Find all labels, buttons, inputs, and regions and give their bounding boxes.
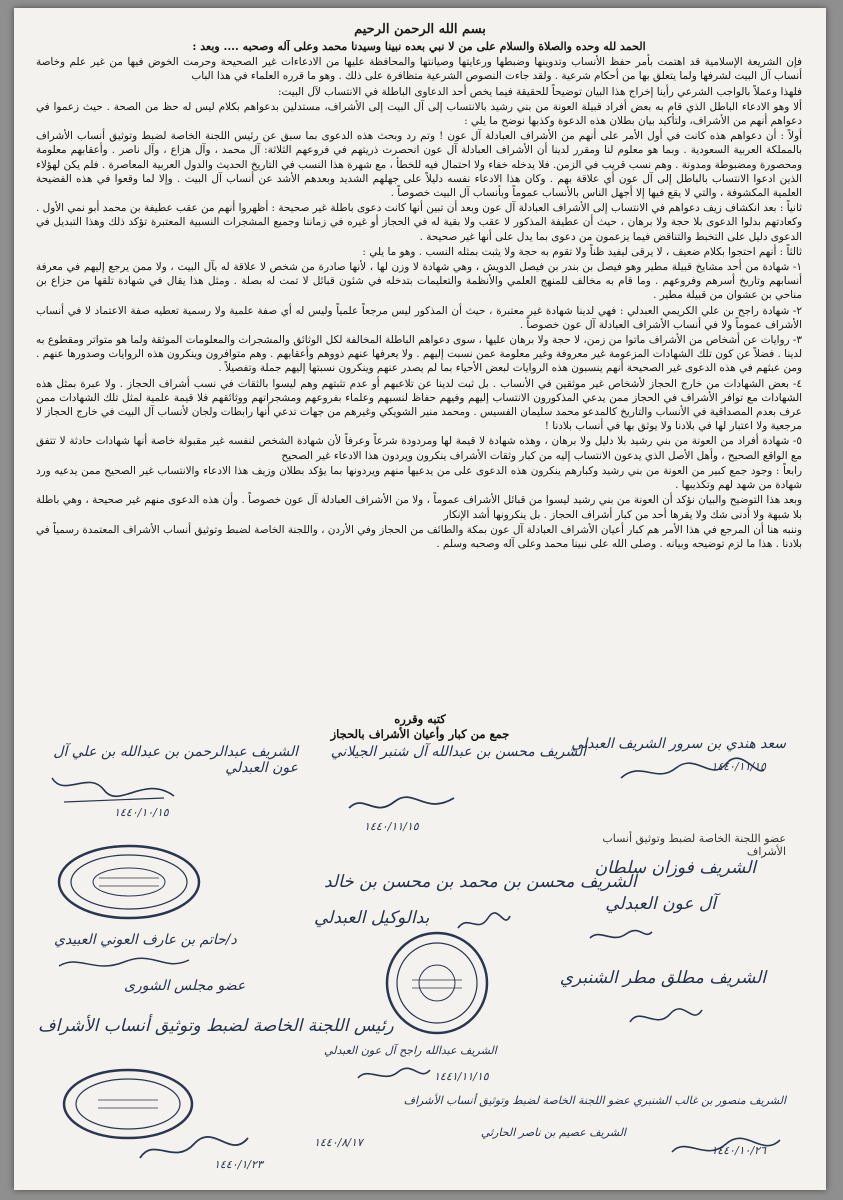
official-seal-icon <box>54 842 204 922</box>
paragraph: أولاً : أن دعواهم هذه كانت في أول الأمر على أنهم من الأشراف العبادلة آل عون ! وتم رد وبحث هذه الدعوى بما سبق عن رئيس اللجنة الخاصة لضبط وتوثيق أنساب الأشراف بالمملكة العربية السعودية . وبما هو معلوم لنا ومقرر لدينا أن الأشراف العبادلة آل عون انحصرت ذريتهم في فروعهم الثلاثة: آل محمد ، وآل هزاع ، وآل ناصر . وأعقابهم معلومة ومحصورة ومضبوطة ومدونة . وهم نسب قريب في الزمن. فلا يدخله خفاء ولا احتمال فيه للخطأ ، مع شهرة هذا النسب في التاريخ الحديث والدول العربية المعاصرة . فلم يكن لهؤلاء الذين ادعوا الانتساب بالباطل إلى آل عون أي علاقة بهم . وكان هذا الادعاء نفسه دليلاً على جهلهم الشديد وبعدهم الأشد عن أنساب آل البيت . وإلا لما وقعوا في هذه الفضيحة العلمية المكشوفة ، والتي لا يقع فيها إلا أجهل الناس بالأنساب عموماً وبأنساب آل البيت خصوصاً . <box>36 130 802 200</box>
paragraph: ثانياً : بعد انكشاف زيف دعواهم في الانتساب إلى الأشراف العبادلة آل عون وبعد أن تبين أنها كانت دعوى باطلة غير صحيحة : أظهروا أنهم من عقب عطيفة بن محمد أبو نمي الأول . وكعادتهم بدلوا الدعوى بلا حجة ولا برهان ، حيث أن عطيفة المذكور لا عقب ولا بقية له في الحجاز أو غيره في زماننا وجميع المشجرات النسبية المعتبرة تؤكد ذلك وهذا التبديل في الدعوى دليل على التخبط والتناقض فيما يزعمون من دعوى بما يدل على أنها غير صحيحة . <box>36 202 802 243</box>
official-seal-icon <box>382 928 492 1038</box>
signature-title: عضو مجلس الشورى <box>124 978 246 994</box>
paragraph: فلهذا وعملاً بالواجب الشرعي رأينا إخراج هذا البيان توضيحاً للحقيقة فيما يخص أحد الدعاوى الباطلة في الانتساب لآل البيت: <box>278 85 802 98</box>
signature-date: ١٤٤٠/١١/١٥ <box>364 820 419 833</box>
paragraph: فإن الشريعة الإسلامية قد اهتمت بأمر حفظ الأنساب وتدوينها وضبطها ورعايتها وصيانتها والمحافظة عليها من الادعاءات غير الصحيحة وحرمت الخوض فيها من غير علم وخاصة أنساب آل البيت لشرفها ولما يتعلق بها من أحكام شرعية . ولقد جاءت النصوص الشرعية متظافرة على ذلك . وهو ما قرره العلماء في هذا الباب <box>36 56 802 83</box>
signature-name: الشريف فوزان سلطان <box>594 858 756 878</box>
paragraph: ٤- بعض الشهادات من خارج الحجاز لأشخاص غير موثقين في الأنساب . بل ثبت لدينا عن تلاعبهم أو عدم تثبتهم وهم ليسوا بالثقات في نسب أشراف الحجاز . ولا عبرة بمثل هذه الشهادات مع توافر الأشراف في الحجاز ممن يدعي المذكورون الانتساب إليهم وفيهم حفاظ لنسبهم وعلماء بفروعهم ومشجراتهم ووثائقهم فلا قيمة علمية لمثل تلك الشهادات ممن عرف بعدم المصداقية في الأنساب والتاريخ كالمدعو محمد سليمان الفسيس . ومحمد منير الشويكي وغيرهم من جهات تدعي أنها رابطات ولجان لأنساب آل البيت في خارج الحجاز لا مرجعية ولا اعتبار لها في بلادنا ولا يوثق بها في أنساب بلادنا ! <box>36 377 802 433</box>
signature-date: ١٤٤٠/٨/١٧ <box>314 1136 363 1149</box>
handwritten-signature <box>354 1064 434 1088</box>
signature-name: آل عون العبدلي <box>605 894 716 914</box>
signature-title: رئيس اللجنة الخاصة لضبط وتوثيق أنساب الأشراف <box>38 1016 394 1036</box>
paragraph: ١- شهادة من أحد مشايخ قبيلة مطير وهو فيصل بن بندر بن فيصل الدويش ، وهي شهادة لا وزن لها ، لأنها صادرة من شخص لا علاقة له بآل البيت ، ولا ممن يرجع إليهم في معرفة أنسابهم وتاريخ أسرهم وفروعهم . وما قام به مخالف للمنهج العلمي والأنظمة والتعليمات بتدخله في شئون قبائل لا تمت له بصلة . ومثل هذا يقال في شهادة تلقها من جزاع بن مناحي بن عشوان من قبيلة مطير . <box>36 261 802 302</box>
handwritten-signature <box>54 952 194 978</box>
paragraph: ٥- شهادة أفراد من العونة من بني رشيد بلا دليل ولا برهان ، وهذه شهادة لا قيمة لها ومردودة شرعاً وعرفاً لأن شهادة الشخص لنفسه غير مقبولة خاصة أنها شهادات حادثة لا تتفق مع الواقع الصحيح ، وأهل الأصل الذي يدعون الانتساب إليه من كبار وثقات الأشراف ينكرون ويردون هذا الادعاء غير الصحيح <box>36 435 802 462</box>
signature-name: سعد هندي بن سرور الشريف العبدلي <box>571 736 786 752</box>
signature-name: الشريف محسن بن محمد بن محسن بن خالد <box>324 872 637 892</box>
signature-name: د/حاتم بن عارف العوني العبيدي <box>54 932 237 948</box>
statement-body <box>36 40 802 730</box>
handwritten-signature <box>344 788 464 822</box>
signature-name: الشريف عصيم بن ناصر الحارثي <box>480 1126 626 1139</box>
committee-member-title: عضو اللجنة الخاصة لضبط وتوثيق أنساب الأشراف <box>602 832 786 858</box>
written-by-line: كتبه وقرره <box>394 712 446 726</box>
signature-date: ١٤٤٠/١/٢٣ <box>214 1158 263 1171</box>
paragraph: ٢- شهادة راجح بن علي الكريمي العبدلي : فهي لدينا شهادة غير معتبرة ، حيث أن المذكور ليس مرجعاً علمياً وليس له أي صفة علمية ولا رسمية تعطيه صفة الاعتماد لا في أنساب الأشراف عموماً ولا في أنساب الأشراف العبادلة آل عون خصوصاً . <box>36 304 802 331</box>
handwritten-signature <box>626 1004 706 1032</box>
signature-date: ١٤٤٠/١٠/٢٦ <box>711 1144 766 1157</box>
paragraph: ثالثاً : أنهم احتجوا بكلام ضعيف ، لا يرقى ليفيد ظناً ولا تقوم به حجة ولا يثبت بمثله النسب . وهو ما يلي : <box>362 245 802 258</box>
paragraph: رابعاً : وجود جمع كبير من العونة من بني رشيد وكبارهم ينكرون هذه الدعوى على من يدعيها منهم ويردونها بما يؤكد بطلان وزيف هذا الادعاء والانتساب غير الصحيح ممن يدعيه ورد شهادة من شهد لهم وتكذيبها . <box>36 464 802 492</box>
signature-name: بدالوكيل العبدلي <box>314 908 430 928</box>
opening-line: الحمد لله وحده والصلاة والسلام على من لا نبي بعده نبينا وسيدنا محمد وعلى آله وصحبه .... وبعد : <box>192 40 646 53</box>
signature-date: ١٤٤٠/١٠/١٥ <box>114 806 169 819</box>
signature-name: الشريف عبدالله راجح آل عون العبدلي <box>324 1044 497 1057</box>
handwritten-signature <box>44 768 184 808</box>
paragraph: وننبه هنا أن المرجع في هذا الأمر هم كبار أعيان الأشراف العبادلة آل عون بمكة والطائف من الحجاز وفي الأردن ، واللجنة الخاصة لضبط وتوثيق أنساب الأشراف المعتمدة رسمياً في بلادنا . هذا ما لزم توضيحه وبيانه . وصلى الله على نبينا محمد وعلى آله وصحبه وسلم . <box>36 523 802 550</box>
signature-name: الشريف عبدالرحمن بن عبدالله بن علي آل عون العبدلي <box>53 744 298 776</box>
signature-name: الشريف منصور بن غالب الشنبري عضو اللجنة الخاصة لضبط وتوثيق أنساب الأشراف <box>403 1094 786 1107</box>
handwritten-signature <box>586 926 656 946</box>
document-page <box>14 8 826 1190</box>
signatories-heading: جمع من كبار وأعيان الأشراف بالحجاز <box>330 727 510 741</box>
signature-name: الشريف محسن بن عبدالله آل شنبر الجيلاني <box>330 744 586 760</box>
paragraph: وبعد هذا التوضيح والبيان نؤكد أن العونة من بني رشيد ليسوا من قبائل الأشراف عموماً ، ولا من الأشراف العبادلة آل عون خصوصاً . وأن هذه الدعوى منهم غير صحيحة ، وهي باطلة بلا شبهة ولا أدنى شك ولا يقرها أحد من كبار أشراف الحجاز . بل ينكرونها أشد الإنكار <box>36 494 802 521</box>
basmala-heading: بسم الله الرحمن الرحيم <box>354 22 486 37</box>
signature-name: الشريف مطلق مطر الشنبري <box>559 968 766 988</box>
signature-date: ١٤٤٠/١١/١٥ <box>711 760 766 773</box>
paragraph: ألا وهو الادعاء الباطل الذي قام به بعض أفراد قبيلة العونة من بني رشيد بالانتساب إلى آل البيت إلى الأشراف، مستدلين بدعواهم بكلام ليس له حظ من الصحة . حيث زعموا في دعواهم أنهم من الأشراف، ولتأكيد بيان بطلان هذه الدعوة وكذبها نوضح ما يلي : <box>36 100 802 128</box>
paragraph: ٣- روايات عن أشخاص من الأشراف ماتوا من زمن، لا حجة ولا برهان عليها ، سوى دعواهم الباطلة المخالفة لكل الوثائق والمشجرات والمعلومات الموثقة ولما هو متواتر ومقطوع به لدينا . فضلاً عن كون تلك الشهادات المزعومة غير معروفة وغير معلومة عمن نسبت إليهم . ولا يعرفها عنهم ذووهم وأعقابهم . وهم متوافرون وينكرون هذه الروايات وصدورها عنهم . ومن عبثهم في هذه الدعوى غير الصحيحة أنهم ينسبون هذه الروايات لبعض الأحياء بما لم يصدر عنهم وينكرون نسبتها إليهم جملة وتفصيلاً . <box>36 334 802 375</box>
signature-date: ١٤٤١/١١/١٥ <box>434 1070 489 1083</box>
handwritten-signature <box>616 756 766 786</box>
